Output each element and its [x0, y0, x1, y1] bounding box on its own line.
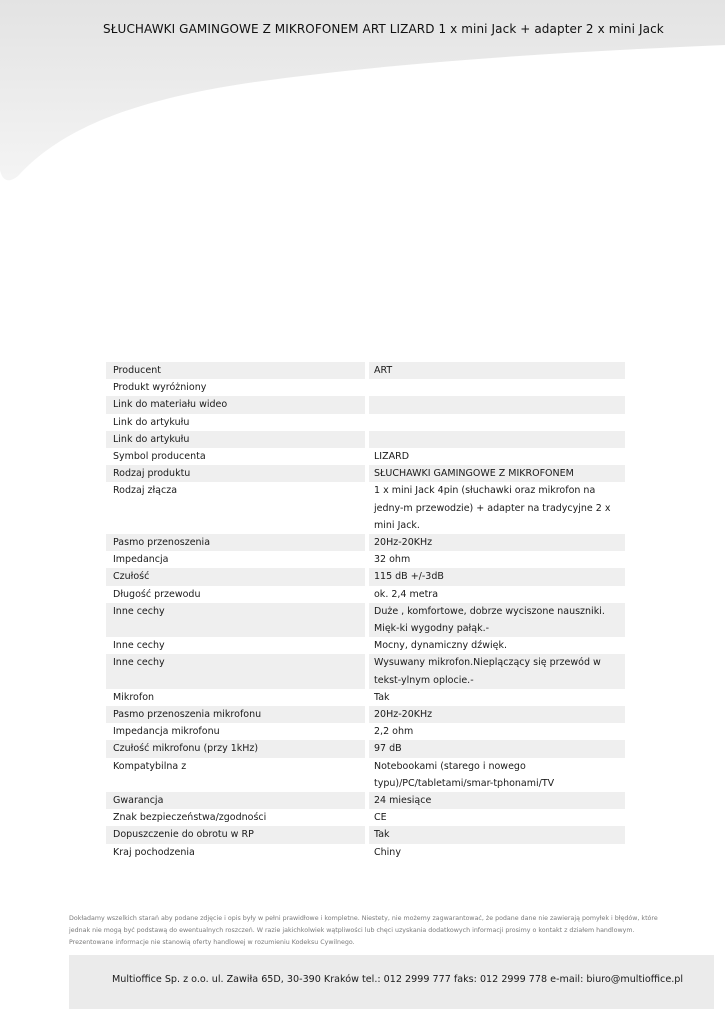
spec-value: 32 ohm: [369, 551, 625, 568]
spec-value: ok. 2,4 metra: [369, 586, 625, 603]
spec-value: CE: [369, 809, 625, 826]
spec-row: [106, 758, 625, 792]
spec-value: SŁUCHAWKI GAMINGOWE Z MIKROFONEM: [369, 465, 625, 482]
spec-value: Mocny, dynamiczny dźwięk.: [369, 637, 625, 654]
spec-label: Link do artykułu: [106, 414, 365, 431]
spec-label: Znak bezpieczeństwa/zgodności: [106, 809, 365, 826]
spec-row: [106, 603, 625, 637]
spec-row: [106, 448, 625, 465]
spec-label: Inne cechy: [106, 654, 365, 688]
spec-row: [106, 431, 625, 448]
spec-label: Mikrofon: [106, 689, 365, 706]
spec-row: [106, 396, 625, 413]
spec-row: [106, 637, 625, 654]
spec-value: Chiny: [369, 844, 625, 861]
spec-row: [106, 482, 625, 534]
spec-value: ART: [369, 362, 625, 379]
spec-row: [106, 844, 625, 861]
spec-row: [106, 689, 625, 706]
spec-label: Dopuszczenie do obrotu w RP: [106, 826, 365, 843]
disclaimer-text: Dokładamy wszelkich starań aby podane zdjęcie i opis były w pełni prawidłowe i kompletne. Niestety, nie możemy zagwarantować, że podane dane nie zawierają pomyłek i błędów, które jednak nie mogą być podstawą do ewentualnych roszczeń. W razie jakichkolwiek wątpliwości lub chęci uzyskania dodatkowych informacji prosimy o kontakt z działem handlowym. Prezentowane informacje nie stanowią oferty handlowej w rozumieniu Kodeksu Cywilnego.: [69, 915, 658, 947]
spec-row: [106, 654, 625, 688]
spec-row: [106, 534, 625, 551]
spec-row: [106, 826, 625, 843]
spec-row: [106, 723, 625, 740]
spec-label: Producent: [106, 362, 365, 379]
spec-row: [106, 465, 625, 482]
spec-value: Duże , komfortowe, dobrze wyciszone nauszniki. Mięk-ki wygodny pałąk.-: [369, 603, 625, 637]
spec-label: Symbol producenta: [106, 448, 365, 465]
spec-label: Pasmo przenoszenia: [106, 534, 365, 551]
spec-label: Produkt wyróżniony: [106, 379, 365, 396]
spec-value: 1 x mini Jack 4pin (słuchawki oraz mikrofon na jedny-m przewodzie) + adapter na tradycyjne 2 x mini Jack.: [369, 482, 625, 534]
spec-label: Rodzaj złącza: [106, 482, 365, 534]
spec-value: Notebookami (starego i nowego typu)/PC/tabletami/smar-tphonami/TV: [369, 758, 625, 792]
spec-row: [106, 792, 625, 809]
spec-value: [369, 379, 625, 396]
spec-value: 2,2 ohm: [369, 723, 625, 740]
spec-value: [369, 396, 625, 413]
spec-label: Czułość: [106, 568, 365, 585]
spec-label: Impedancja: [106, 551, 365, 568]
spec-row: [106, 568, 625, 585]
footer: [69, 955, 714, 1009]
spec-value: 115 dB +/-3dB: [369, 568, 625, 585]
spec-label: Kompatybilna z: [106, 758, 365, 792]
spec-value: 24 miesiące: [369, 792, 625, 809]
spec-label: Pasmo przenoszenia mikrofonu: [106, 706, 365, 723]
spec-label: Czułość mikrofonu (przy 1kHz): [106, 740, 365, 757]
spec-label: Gwarancja: [106, 792, 365, 809]
spec-row: [106, 740, 625, 757]
spec-label: Link do artykułu: [106, 431, 365, 448]
spec-label: Rodzaj produktu: [106, 465, 365, 482]
spec-label: Link do materiału wideo: [106, 396, 365, 413]
spec-value: Tak: [369, 689, 625, 706]
document-title: SŁUCHAWKI GAMINGOWE Z MIKROFONEM ART LIZARD 1 x mini Jack + adapter 2 x mini Jack: [103, 22, 664, 36]
spec-value: 97 dB: [369, 740, 625, 757]
spec-label: Inne cechy: [106, 603, 365, 637]
spec-row: [106, 586, 625, 603]
spec-row: [106, 809, 625, 826]
spec-value: 20Hz-20KHz: [369, 534, 625, 551]
spec-row: [106, 362, 625, 379]
spec-row: [106, 379, 625, 396]
spec-value: LIZARD: [369, 448, 625, 465]
spec-label: Impedancja mikrofonu: [106, 723, 365, 740]
spec-label: Długość przewodu: [106, 586, 365, 603]
spec-row: [106, 551, 625, 568]
spec-value: Tak: [369, 826, 625, 843]
spec-value: Wysuwany mikrofon.Nieplączący się przewód w tekst-ylnym oplocie.-: [369, 654, 625, 688]
spec-value: [369, 431, 625, 448]
spec-label: Inne cechy: [106, 637, 365, 654]
spec-row: [106, 706, 625, 723]
footer-contact-info: Multioffice Sp. z o.o. ul. Zawiła 65D, 30-390 Kraków tel.: 012 2999 777 faks: 012 2999 778 e-mail: biuro@multioffice.pl: [112, 974, 684, 985]
spec-value: [369, 414, 625, 431]
spec-label: Kraj pochodzenia: [106, 844, 365, 861]
specification-table: [106, 362, 625, 861]
spec-row: [106, 414, 625, 431]
spec-value: 20Hz-20KHz: [369, 706, 625, 723]
